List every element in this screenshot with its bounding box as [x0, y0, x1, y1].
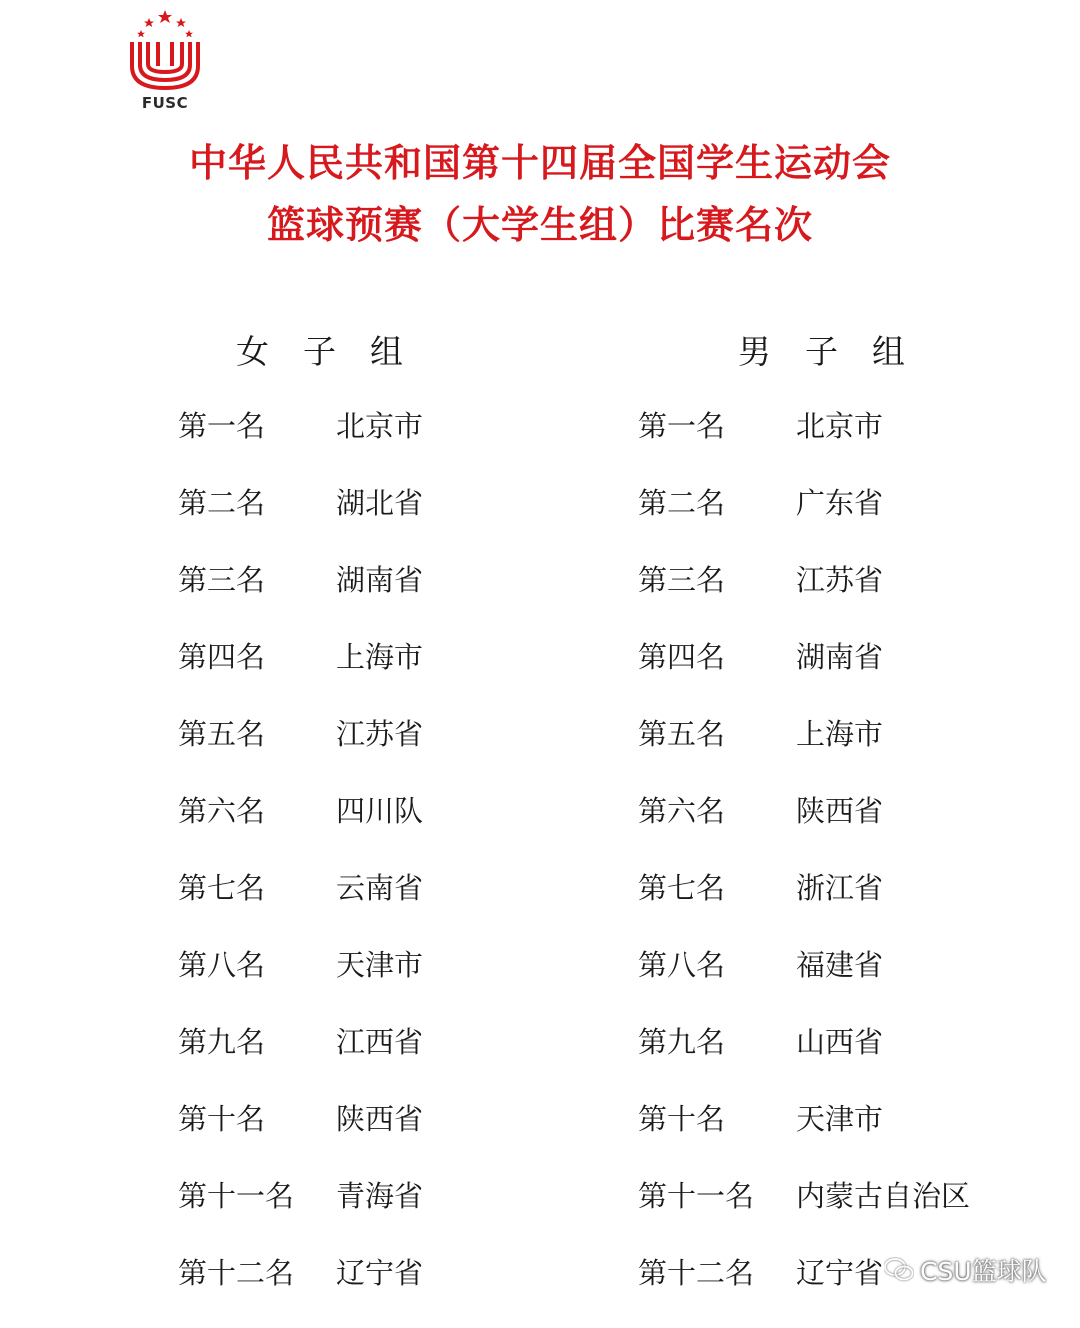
team-name: 上海市: [796, 717, 884, 751]
rank-label: 第八名: [638, 948, 726, 982]
team-name: 湖南省: [796, 640, 884, 674]
wechat-watermark: [884, 1250, 1047, 1290]
team-name: 陕西省: [796, 794, 884, 828]
team-name: 浙江省: [796, 871, 884, 905]
team-name: 湖南省: [336, 563, 424, 597]
watermark-text: CSU篮球队: [920, 1257, 1047, 1286]
team-name: 北京市: [796, 409, 884, 443]
rank-label: 第七名: [178, 871, 266, 905]
team-name: 上海市: [336, 640, 424, 674]
team-name: 辽宁省: [796, 1256, 884, 1290]
rank-label: 第八名: [178, 948, 266, 982]
team-name: 湖北省: [336, 486, 424, 520]
team-name: 陕西省: [336, 1102, 424, 1136]
team-name: 内蒙古自治区: [796, 1179, 971, 1213]
team-name: 广东省: [796, 486, 884, 520]
team-name: 青海省: [336, 1179, 424, 1213]
team-name: 江西省: [336, 1025, 424, 1059]
rank-label: 第十二名: [638, 1256, 755, 1290]
rank-label: 第九名: [178, 1025, 266, 1059]
men-group-heading: 男子组: [738, 332, 939, 371]
wechat-icon: [884, 1257, 914, 1283]
team-name: 天津市: [796, 1102, 884, 1136]
rank-label: 第三名: [638, 563, 726, 597]
rank-label: 第一名: [638, 409, 726, 443]
rank-label: 第二名: [178, 486, 266, 520]
team-name: 江苏省: [336, 717, 424, 751]
team-name: 北京市: [336, 409, 424, 443]
rank-label: 第六名: [638, 794, 726, 828]
team-name: 辽宁省: [336, 1256, 424, 1290]
fusc-logo: [124, 8, 206, 112]
rank-label: 第三名: [178, 563, 266, 597]
page-title-line-1: 中华人民共和国第十四届全国学生运动会: [188, 141, 891, 185]
rank-label: 第五名: [638, 717, 726, 751]
team-name: 江苏省: [796, 563, 884, 597]
rank-label: 第二名: [638, 486, 726, 520]
rank-label: 第一名: [178, 409, 266, 443]
team-name: 天津市: [336, 948, 424, 982]
team-name: 四川队: [336, 794, 424, 828]
rank-label: 第六名: [178, 794, 266, 828]
team-name: 山西省: [796, 1025, 884, 1059]
rank-label: 第十名: [178, 1102, 266, 1136]
rank-label: 第四名: [178, 640, 266, 674]
rank-label: 第五名: [178, 717, 266, 751]
fusc-emblem-icon: [124, 8, 206, 98]
rank-label: 第十一名: [178, 1179, 295, 1213]
team-name: 云南省: [336, 871, 424, 905]
page-title-line-2: 篮球预赛（大学生组）比赛名次: [266, 203, 813, 247]
women-group-heading: 女子组: [236, 332, 437, 371]
rank-label: 第十名: [638, 1102, 726, 1136]
rank-label: 第十二名: [178, 1256, 295, 1290]
rank-label: 第四名: [638, 640, 726, 674]
rank-label: 第十一名: [638, 1179, 755, 1213]
logo-text: FUSC: [141, 94, 189, 112]
rank-label: 第九名: [638, 1025, 726, 1059]
rank-label: 第七名: [638, 871, 726, 905]
team-name: 福建省: [796, 948, 884, 982]
